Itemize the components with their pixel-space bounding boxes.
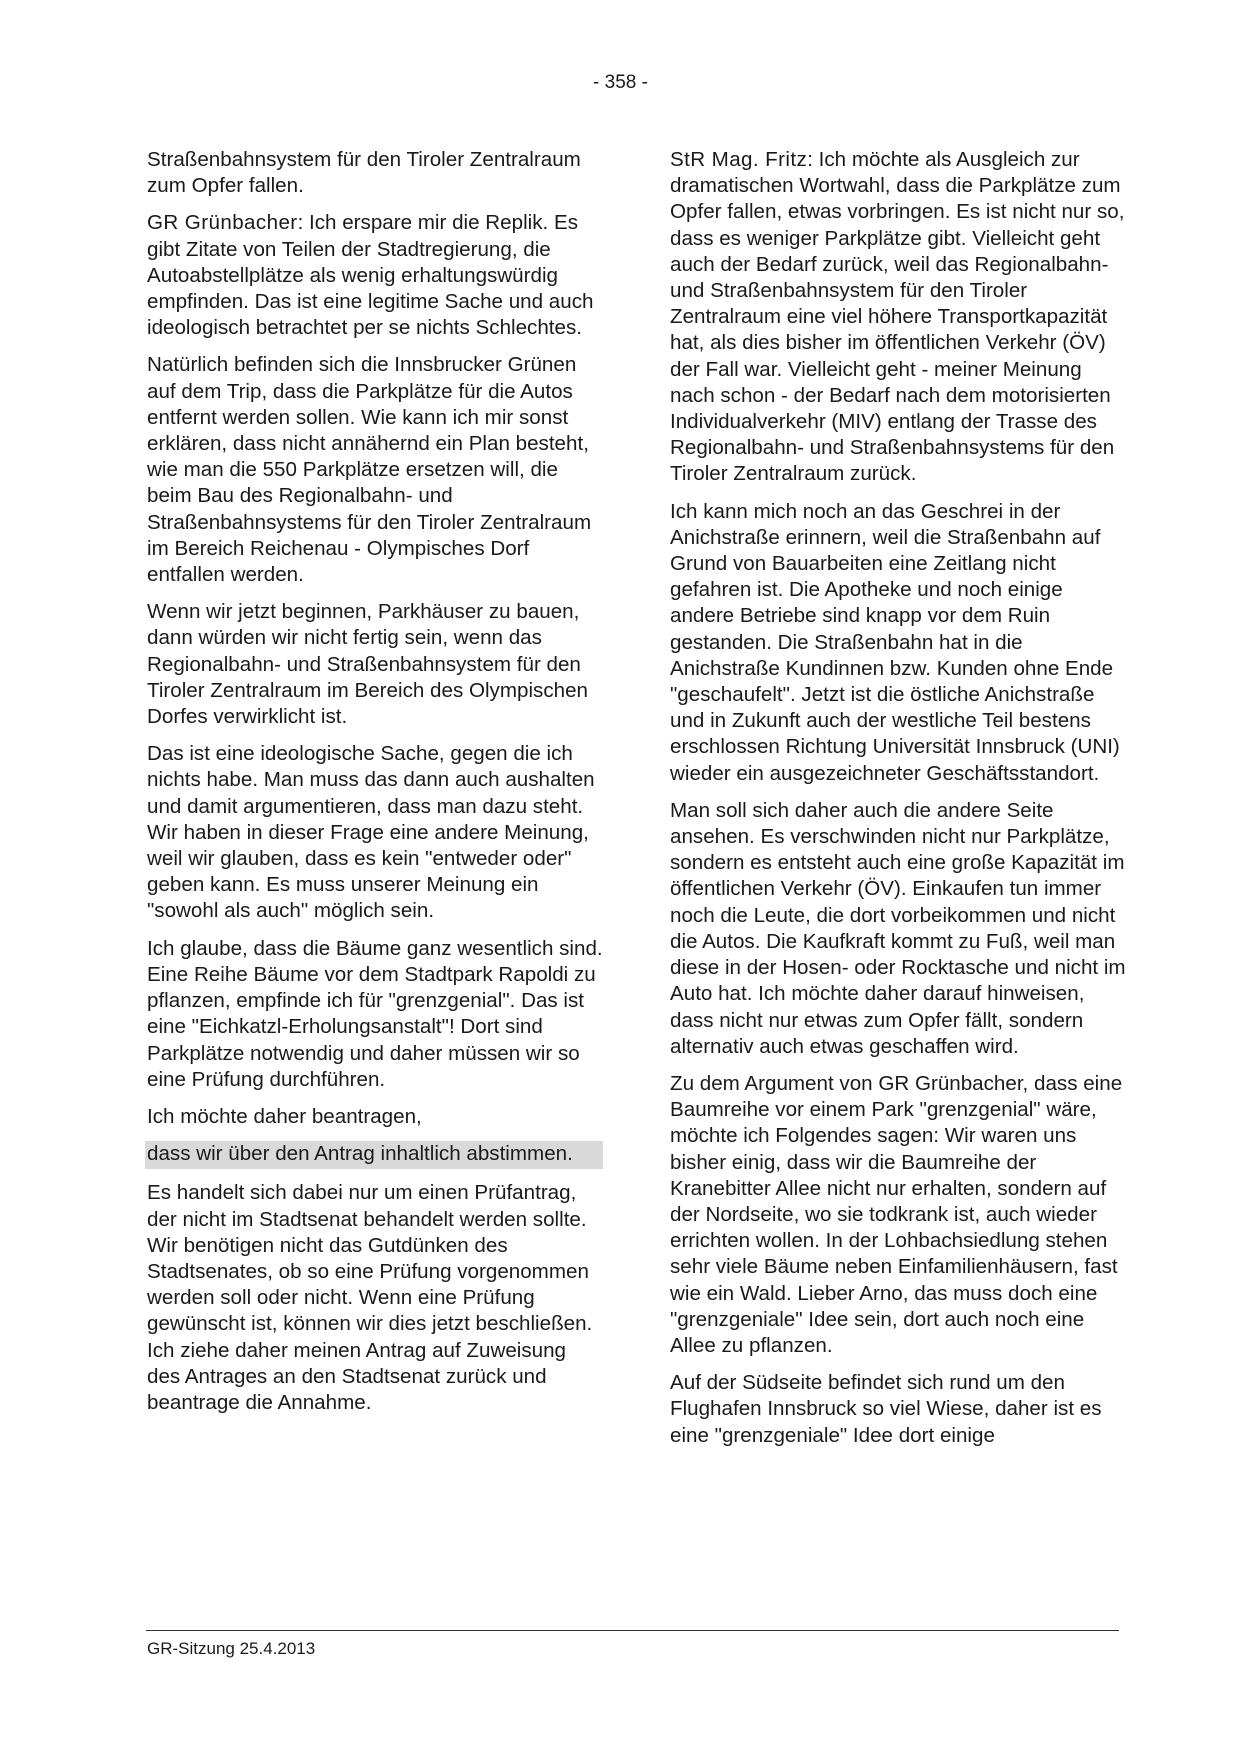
paragraph: Ich glaube, dass die Bäume ganz wesentlich sind. Eine Reihe Bäume vor dem Stadtpark Rapoldi zu pflanzen, empfinde ich für "grenzgenial". Das ist eine "Eichkatzl-Erholungsanstalt"! Dort sind Parkplätze notwendig und daher müssen wir so eine Prüfung durchführen. [147, 936, 603, 1091]
paragraph: StR Mag. Fritz: Ich möchte als Ausgleich zur dramatischen Wortwahl, dass die Parkplätze zum Opfer fallen, etwas vorbringen. Es ist nicht nur so, dass es weniger Parkplätze gibt. Vielleicht geht auch der Bedarf zurück, weil das Regionalbahn- und Straßenbahnsystem für den Tiroler Zentralraum eine viel höhere Transportkapazität hat, als dies bisher im öffentlichen Verkehr (ÖV) der Fall war. Vielleicht geht - meiner Meinung nach schon - der Bedarf nach dem motorisierten Individualverkehr (MIV) entlang der Trasse des Regionalbahn- und Straßenbahnsystems für den Tiroler Zentralraum zurück. [670, 148, 1125, 486]
page-number: - 358 - [593, 72, 648, 93]
motion-highlight: dass wir über den Antrag inhaltlich abstimmen. [145, 1141, 603, 1169]
speaker-name: GR Grünbacher [147, 211, 298, 235]
paragraph-text: Ich erspare mir die Replik. Es gibt Zitate von Teilen der Stadtregierung, die Autoabstellplätze als wenig erhaltungswürdig empfinden. Das ist eine legitime Sache und auch ideologisch betrachtet per se nichts Schlechtes. [147, 211, 594, 340]
paragraph: Ich möchte daher beantragen, [147, 1104, 422, 1128]
footer-session-label: GR-Sitzung 25.4.2013 [147, 1639, 316, 1658]
right-column [670, 147, 1130, 1460]
paragraph: Man soll sich daher auch die andere Seite ansehen. Es verschwinden nicht nur Parkplätze, sondern es entsteht auch eine große Kapazität im öffentlichen Verkehr (ÖV). Einkaufen tun immer noch die Leute, die dort vorbeikommen und nicht die Autos. Die Kaufkraft kommt zu Fuß, weil man diese in der Hosen- oder Rocktasche und nicht im Auto hat. Ich möchte daher darauf hinweisen, dass nicht nur etwas zum Opfer fällt, sondern alternativ auch etwas geschaffen wird. [670, 798, 1126, 1058]
paragraph: GR Grünbacher: Ich erspare mir die Replik. Es gibt Zitate von Teilen der Stadtregierung, die Autoabstellplätze als wenig erhaltungswürdig empfinden. Das ist eine legitime Sache und auch ideologisch betrachtet per se nichts Schlechtes. [147, 211, 594, 340]
paragraph: Auf der Südseite befindet sich rund um den Flughafen Innsbruck so viel Wiese, daher ist es eine "grenzgeniale" Idee dort einige [670, 1371, 1102, 1447]
paragraph: Zu dem Argument von GR Grünbacher, dass eine Baumreihe vor einem Park "grenzgenial" wäre, möchte ich Folgendes sagen: Wir waren uns bisher einig, dass wir die Baumreihe der Kranebitter Allee nicht nur erhalten, sondern auf der Nordseite, wo sie todkrank ist, auch wieder errichten wollen. In der Lohbachsiedlung stehen sehr viele Bäume neben Einfamilienhäusern, fast wie ein Wald. Lieber Arno, das muss doch eine "grenzgeniale" Idee sein, dort auch noch eine Allee zu pflanzen. [670, 1071, 1123, 1357]
paragraph: Natürlich befinden sich die Innsbrucker Grünen auf dem Trip, dass die Parkplätze für die Autos entfernt werden sollen. Wie kann ich mir sonst erklären, dass nicht annähernd ein Plan besteht, wie man die 550 Parkplätze ersetzen will, die beim Bau des Regionalbahn- und Straßenbahnsystems für den Tiroler Zentralraum im Bereich Reichenau - Olympisches Dorf entfallen werden. [147, 353, 592, 587]
paragraph-text: Ich möchte als Ausgleich zur dramatischen Wortwahl, dass die Parkplätze zum Opfer fallen, etwas vorbringen. Es ist nicht nur so, dass es weniger Parkplätze gibt. Vielleicht geht auch der Bedarf zurück, weil das Regionalbahn- und Straßenbahnsystem für den Tiroler Zentralraum eine viel höhere Transportkapazität hat, als dies bisher im öffentlichen Verkehr (ÖV) der Fall war. Vielleicht geht - meiner Meinung nach schon - der Bedarf nach dem motorisierten Individualverkehr (MIV) entlang der Trasse des Regionalbahn- und Straßenbahnsystems für den Tiroler Zentralraum zurück. [670, 148, 1125, 486]
paragraph: Ich kann mich noch an das Geschrei in der Anichstraße erinnern, weil die Straßenbahn auf Grund von Bauarbeiten eine Zeitlang nicht gefahren ist. Die Apotheke und noch einige andere Betriebe sind knapp vor dem Ruin gestanden. Die Straßenbahn hat in die Anichstraße Kundinnen bzw. Kunden ohne Ende "geschaufelt". Jetzt ist die östliche Anichstraße und in Zukunft auch der westliche Teil bestens erschlossen Richtung Universität Innsbruck (UNI) wieder ein ausgezeichneter Geschäftsstandort. [670, 499, 1120, 785]
left-column [147, 147, 603, 1427]
paragraph: Straßenbahnsystem für den Tiroler Zentralraum zum Opfer fallen. [147, 148, 581, 198]
paragraph: Es handelt sich dabei nur um einen Prüfantrag, der nicht im Stadtsenat behandelt werden sollte. Wir benötigen nicht das Gutdünken des Stadtsenates, ob so eine Prüfung vorgenommen werden soll oder nicht. Wenn eine Prüfung gewünscht ist, können wir dies jetzt beschließen. Ich ziehe daher meinen Antrag auf Zuweisung des Antrages an den Stadtsenat zurück und beantrage die Annahme. [147, 1181, 593, 1414]
speaker-name: StR Mag. Fritz [670, 148, 808, 171]
footer-divider [146, 1630, 1119, 1631]
paragraph: Das ist eine ideologische Sache, gegen die ich nichts habe. Man muss das dann auch aushalten und damit argumentieren, dass man dazu steht. Wir haben in dieser Frage eine andere Meinung, weil wir glauben, dass es kein "entweder oder" geben kann. Es muss unserer Meinung ein "sowohl als auch" möglich sein. [147, 742, 595, 923]
paragraph: Wenn wir jetzt beginnen, Parkhäuser zu bauen, dann würden wir nicht fertig sein, wenn das Regionalbahn- und Straßenbahnsystem für den Tiroler Zentralraum im Bereich des Olympischen Dorfes verwirklicht ist. [147, 600, 588, 729]
